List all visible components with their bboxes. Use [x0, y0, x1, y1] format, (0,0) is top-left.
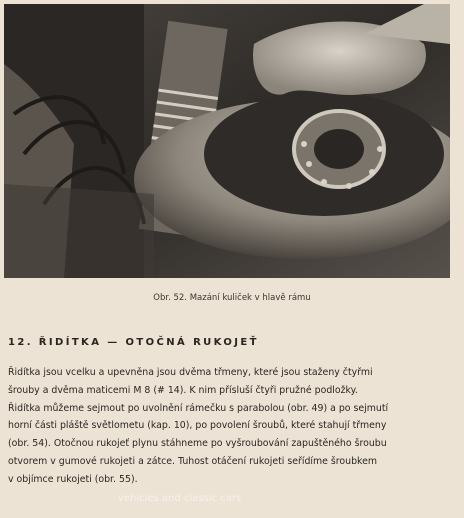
body-line: Řidítka můžeme sejmout po uvolnění rámečku s parabolou (obr. 49) a po sejmutí: [8, 402, 389, 414]
watermark: vehicles and classic cars: [118, 493, 242, 504]
body-line: Řidítka jsou vcelku a upevněna jsou dvěma třmeny, které jsou staženy čtyřmi: [8, 367, 373, 378]
body-line: šrouby a dvěma maticemi M 8 (# 14). K nim přísluší čtyři pružné podložky.: [8, 384, 358, 396]
section-heading: 12. ŘIDÍTKA — OTOČNÁ RUKOJEŤ: [8, 337, 259, 348]
section-body: [8, 364, 460, 489]
body-line: horní části pláště světlometu (kap. 10), po povolení šroubů, které stahují třmeny: [8, 420, 387, 432]
figure-photo: [4, 4, 450, 278]
headstock-photo-illustration: [4, 4, 450, 278]
body-line: v objímce rukojeti (obr. 55).: [8, 473, 138, 485]
body-line: (obr. 54). Otočnou rukojeť plynu stáhneme po vyšroubování zapuštěného šroubu: [8, 438, 387, 450]
figure-caption: Obr. 52. Mazání kuliček v hlavě rámu: [153, 293, 311, 303]
body-line: otvorem v gumové rukojeti a zátce. Tuhost otáčení rukojeti seřídíme šroubkem: [8, 455, 378, 467]
